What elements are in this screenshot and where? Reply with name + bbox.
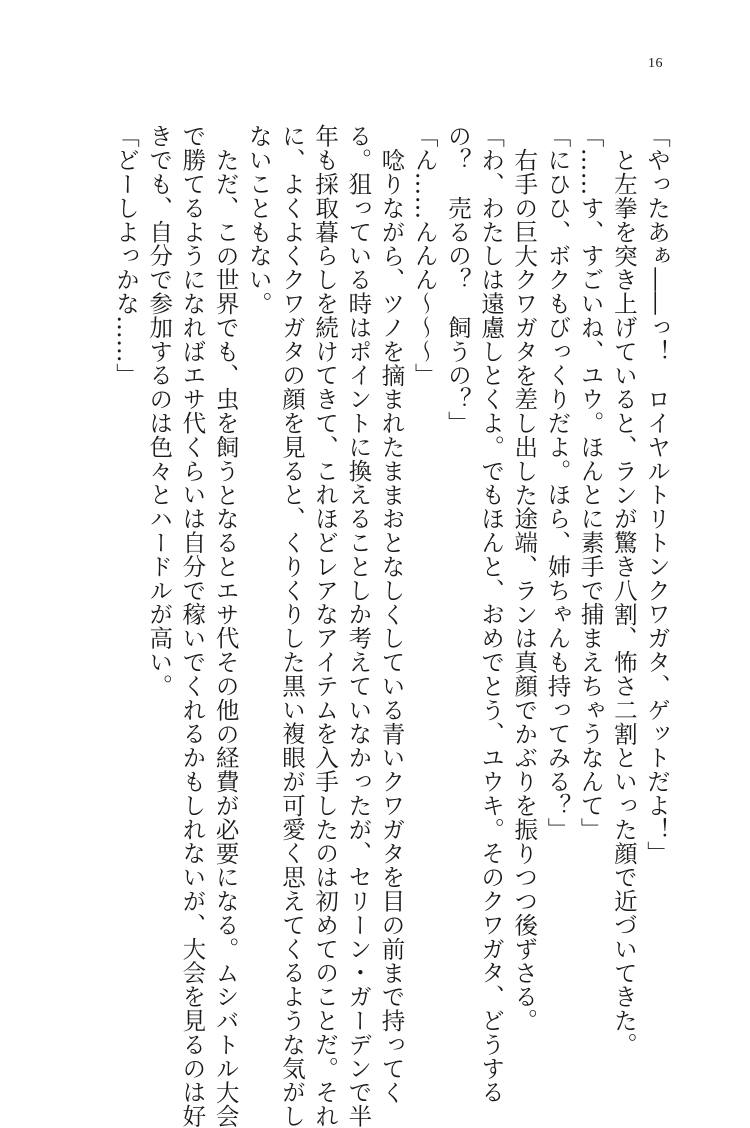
novel-text-body (106, 124, 671, 1128)
text-column: 「やったあぁ――っ！ ロイヤルトリトンクワガタ、ゲットだよ！」 (643, 124, 671, 865)
text-column: の？ 売るの？ 飼うの？」 (443, 124, 472, 435)
text-column: 唸りながら、ツノを摘まれたままおとなしくしている青いクワガタを目の前まで持ってく (377, 147, 406, 1104)
text-column: 右手の巨大クワガタを差し出した途端、ランは真顔でかぶりを振りつつ後ずさる。 (510, 147, 539, 1032)
text-column: 「……す、すごいね、ユウ。ほんとに素手で捕まえちゃうなんて」 (576, 124, 605, 841)
page-number: 16 (648, 56, 663, 71)
text-column: 年も採取暮らしを続けてきて、これほどレアなアイテムを入手したのは初めてのことだ。それ (311, 124, 340, 1128)
text-column: る。狙っている時はポイントに換えることしか考えていなかったが、セリーン・ガーデンで半 (344, 124, 373, 1128)
text-column: ただ、この世界でも、虫を飼うとなるとエサ代その他の経費が必要になる。ムシバトル大会 (211, 147, 240, 1128)
text-column: に、よくよくクワガタの顔を見ると、くりくりした黒い複眼が可愛く思えてくるような気がし (277, 124, 306, 1128)
text-column: 「ん……んんん～～～」 (410, 124, 439, 387)
text-column: と左拳を突き上げていると、ランが驚き八割、怖さ二割といった顔で近づいてきた。 (609, 147, 638, 1056)
text-column: きでも、自分で参加するのは色々とハードルが高い。 (145, 124, 174, 698)
text-column: 「にひひ、ボクもびっくりだよ。ほら、姉ちゃんも持ってみる？」 (543, 124, 572, 841)
text-column: で勝てるようになればエサ代くらいは自分で稼いでくれるかもしれないが、大会を見るのは好 (178, 124, 207, 1128)
text-column: 「どーしよっかな……」 (112, 124, 140, 387)
text-column: 「わ、わたしは遠慮しとくよ。でもほんと、おめでとう、ユウキ。そのクワガタ、どうする (477, 124, 506, 1104)
text-column: ないこともない。 (244, 124, 273, 316)
